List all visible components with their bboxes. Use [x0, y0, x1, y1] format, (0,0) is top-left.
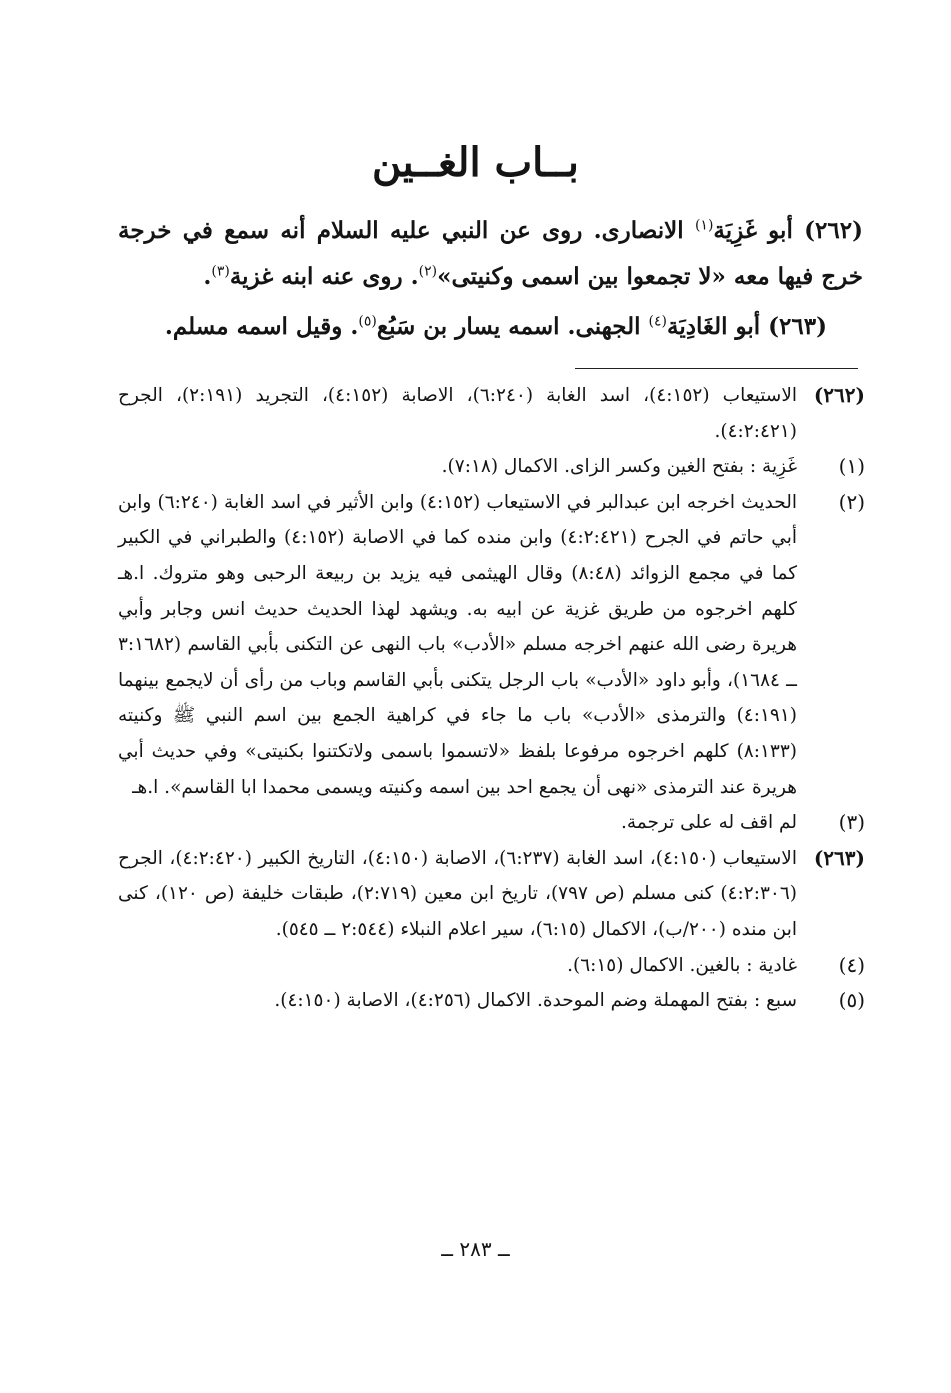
footnote-ref[interactable]: (١): [694, 217, 714, 234]
main-text: [118, 208, 863, 354]
footnote-5: [118, 983, 865, 1019]
footnote-ref[interactable]: (٣): [211, 263, 230, 280]
entry-text: أبو غَزِيَة: [713, 217, 805, 244]
entry-text: . وقيل اسمه مسلم.: [164, 313, 359, 340]
footnote-label: (٤): [838, 952, 865, 977]
footnote-label: (١): [838, 454, 865, 479]
footnote-text: الاستيعاب (٤:١٥٢)، اسد الغابة (٦:٢٤٠)، الاصابة (٤:١٥٢)، التجريد (٢:١٩١)، الجرح (٤:٢:٤٢١).: [118, 385, 798, 442]
footnote-divider: [575, 368, 858, 369]
footnote-262: [118, 378, 865, 449]
footnote-ref[interactable]: (٥): [358, 313, 377, 330]
entry-text: الجهنى. اسمه يسار بن سَبُع: [376, 313, 649, 340]
footnote-text: غَزِية : بفتح الغين وكسر الزاى. الاكمال (٧:١٨).: [441, 456, 797, 478]
footnote-ref[interactable]: (٢): [418, 263, 438, 280]
entry-number: (٢٦٣): [768, 313, 827, 340]
footnote-label: (٢): [838, 489, 865, 514]
entry-263: [118, 304, 863, 350]
footnote-3: [118, 805, 865, 841]
entry-262: [118, 208, 863, 300]
footnote-4: [118, 948, 865, 984]
footnote-text: غادية : بالغين. الاكمال (٦:١٥).: [567, 954, 797, 976]
entry-number: (٢٦٢): [804, 217, 863, 244]
footnote-label: (٢٦٣): [813, 845, 865, 870]
footnote-1: [118, 449, 865, 485]
footnote-label: (٣): [838, 810, 865, 835]
page-number: ــ ٢٨٣ ــ: [441, 1237, 510, 1261]
footnote-text: الحديث اخرجه ابن عبدالبر في الاستيعاب (٤:١٥٢) وابن الأثير في اسد الغابة (٦:٢٤٠) وابن أبي حاتم في الجرح (٤:٢:٤٢١) وابن منده كما في الاصابة (٤:١٥٢) والطبراني في الكبير كما في مجمع الزوائد (٨:٤٨) وقال الهيثمى فيه يزيد بن ربيعة الرحبى وهو متروك. ا.هـ كلهم اخرجوه من طريق غزية عن ابيه به. ويشهد لهذا الحديث حديث انس وجابر وأبي هريرة رضى الله عنهم اخرجه مسلم «الأدب» باب النهى عن التكنى بأبي القاسم (٣:١٦٨٢ ــ ١٦٨٤)، وأبو داود «الأدب» باب الرجل يتكنى بأبي القاسم وباب من رأى أن لايجمع بينهما (٤:١٩١) والترمذى «الأدب» باب ما جاء في كراهية الجمع بين اسم النبي ﷺ وكنيته (٨:١٣٣) كلهم اخرجوه مرفوعا بلفظ «لاتسموا باسمى ولاتكتنوا بكنيتى» وفي حديث أبي هريرة عند الترمذى «نهى أن يجمع احد بين اسمه وكنيته ويسمى محمدا ابا القاسم». ا.هـ: [118, 491, 797, 798]
footnote-text: سبع : بفتح المهملة وضم الموحدة. الاكمال (٤:٢٥٦)، الاصابة (٤:١٥٠).: [274, 990, 797, 1012]
footnote-263: [118, 841, 865, 948]
entry-text: . روى عنه ابنه غزية: [229, 263, 419, 290]
entry-text: أبو الغَادِيَة: [666, 313, 769, 340]
footnotes: [118, 378, 865, 1019]
footnote-ref[interactable]: (٤): [648, 313, 667, 330]
footnote-label: (٥): [838, 988, 865, 1013]
hadith-quote: «لا تجمعوا بين اسمى وكنيتى»: [437, 263, 726, 290]
entry-text: الانصارى. روى عن النبي عليه السلام أنه سمع في خرجة خرج فيها معه: [118, 217, 863, 290]
footnote-text: الاستيعاب (٤:١٥٠)، اسد الغابة (٦:٢٣٧)، الاصابة (٤:١٥٠)، التاريخ الكبير (٤:٢:٤٢٠)، الجرح (٤:٢:٣٠٦) كنى مسلم (ص ٧٩٧)، تاريخ ابن معين (٢:٧١٩)، طبقات خليفة (ص ١٢٠)، كنى ابن منده (٢٠٠/ب)، الاكمال (٦:١٥)، سير اعلام النبلاء (٢:٥٤٤ ــ ٥٤٥).: [118, 847, 797, 940]
footnote-text: لم اقف له على ترجمة.: [620, 812, 797, 834]
chapter-title: بــاب الغــين: [372, 139, 579, 186]
footnote-label: (٢٦٢): [813, 383, 865, 407]
footnote-2: [118, 485, 865, 805]
entry-text: .: [203, 263, 212, 290]
